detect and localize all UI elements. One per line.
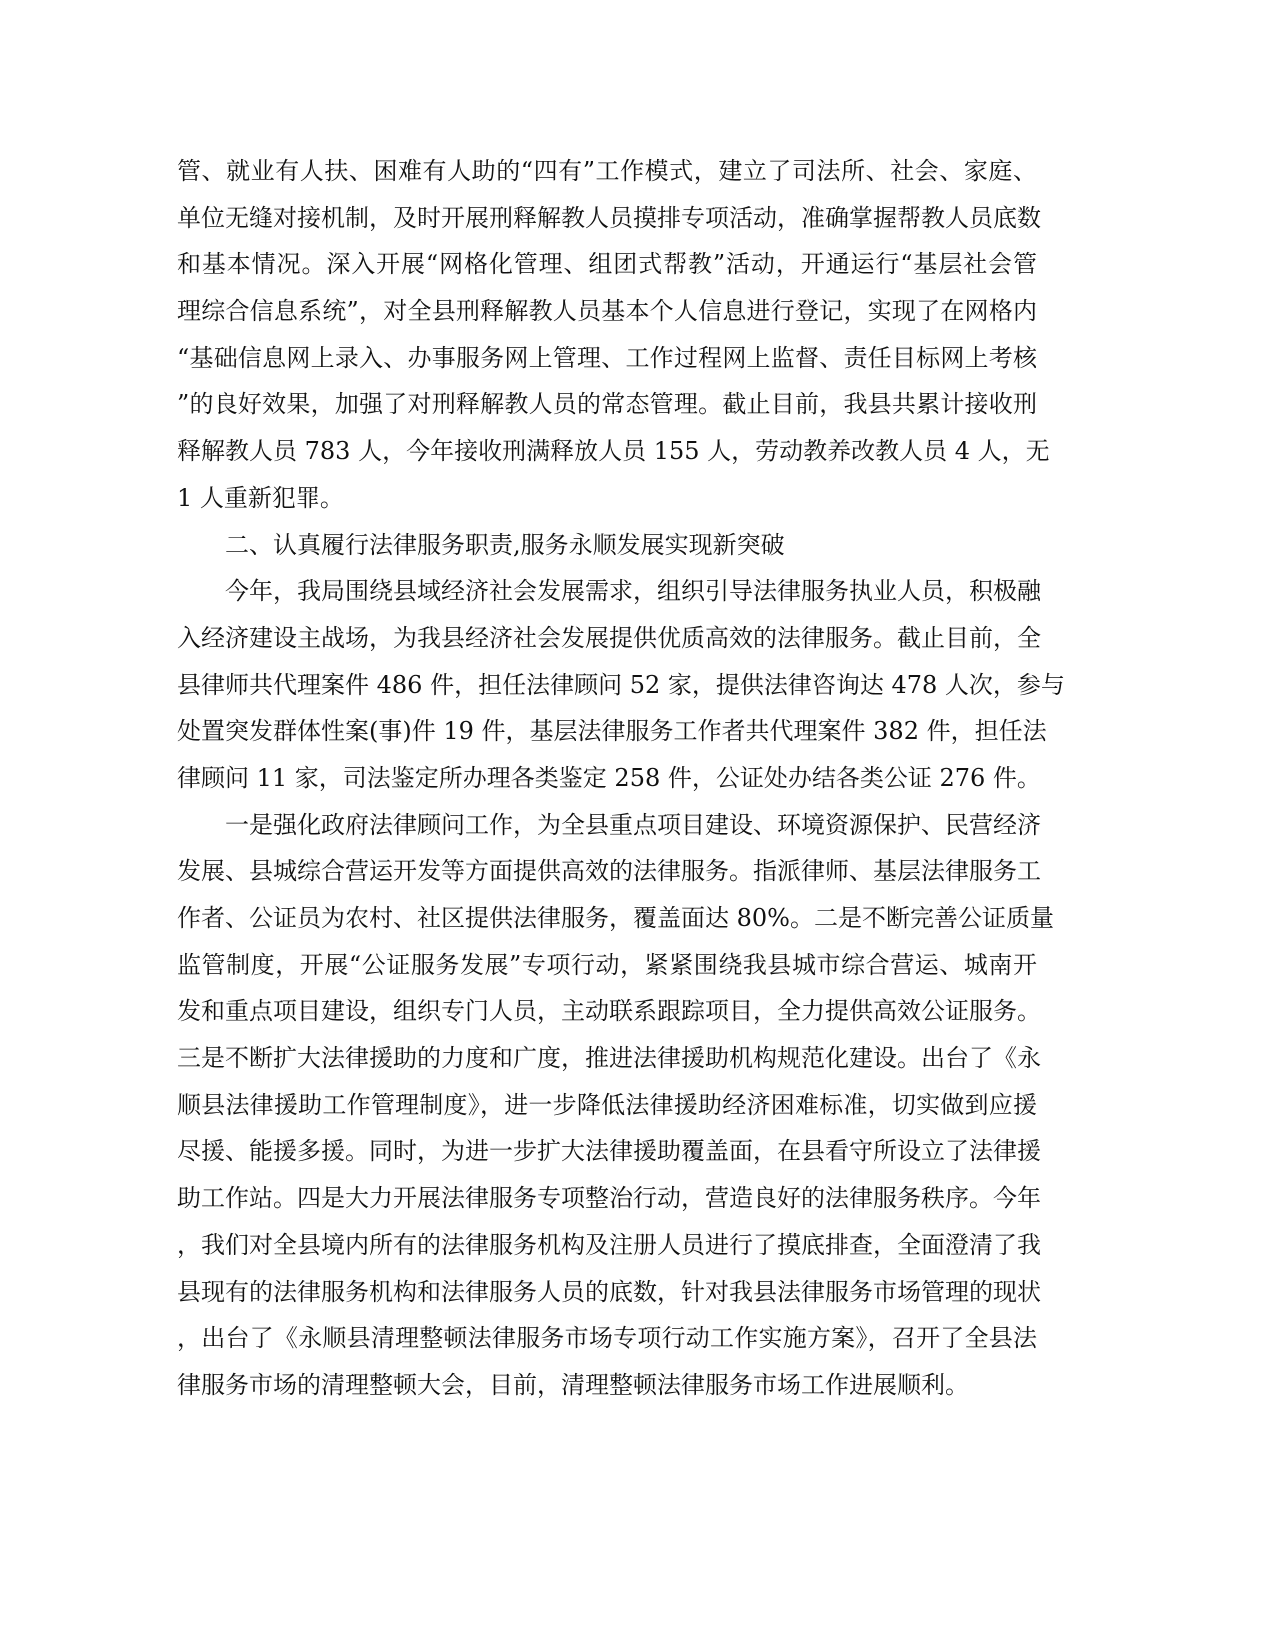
text-line: 律顾问 11 家，司法鉴定所办理各类鉴定 258 件，公证处办结各类公证 276 件。 (177, 763, 1041, 792)
text-line: 入经济建设主战场，为我县经济社会发展提供优质高效的法律服务。截止目前，全 (177, 623, 1041, 652)
text-line: 发展、县城综合营运开发等方面提供高效的法律服务。指派律师、基层法律服务工 (177, 857, 1041, 886)
text-line: ”的良好效果，加强了对刑释解教人员的常态管理。截止目前，我县共累计接收刑 (177, 390, 1037, 419)
document-body (177, 148, 1065, 1409)
text-line: ，出台了《永顺县清理整顿法律服务市场专项行动工作实施方案》，召开了全县法 (177, 1324, 1037, 1353)
text-line: 管、就业有人扶、困难有人助的“四有”工作模式，建立了司法所、社会、家庭、 (177, 157, 1037, 185)
text-line: 县律师共代理案件 486 件，担任法律顾问 52 家，提供法律咨询达 478 人次，参与 (177, 670, 1065, 699)
text-line: 一是强化政府法律顾问工作，为全县重点项目建设、环境资源保护、民营经济 (225, 810, 1041, 839)
text-line: 单位无缝对接机制，及时开展刑释解教人员摸排专项活动，准确掌握帮教人员底数 (177, 203, 1041, 232)
text-line: 作者、公证员为农村、社区提供法律服务，覆盖面达 80%。二是不断完善公证质量 (177, 904, 1054, 932)
text-line: ，我们对全县境内所有的法律服务机构及注册人员进行了摸底排查，全面澄清了我 (177, 1230, 1041, 1259)
section-heading: 二、认真履行法律服务职责,服务永顺发展实现新突破 (225, 530, 785, 559)
text-line: “基础信息网上录入、办事服务网上管理、工作过程网上监督、责任目标网上考核 (177, 343, 1037, 372)
text-line: 今年，我局围绕县域经济社会发展需求，组织引导法律服务执业人员，积极融 (225, 577, 1041, 606)
text-line: 县现有的法律服务机构和法律服务人员的底数，针对我县法律服务市场管理的现状 (177, 1277, 1041, 1306)
text-line: 1 人重新犯罪。 (177, 483, 344, 512)
text-line: 理综合信息系统”，对全县刑释解教人员基本个人信息进行登记，实现了在网格内 (177, 297, 1037, 326)
text-line: 顺县法律援助工作管理制度》，进一步降低法律援助经济困难标准，切实做到应援 (177, 1090, 1037, 1119)
text-line: 律服务市场的清理整顿大会，目前，清理整顿法律服务市场工作进展顺利。 (177, 1370, 969, 1399)
text-line: 发和重点项目建设，组织专门人员，主动联系跟踪项目，全力提供高效公证服务。 (177, 997, 1041, 1026)
text-line: 尽援、能援多援。同时，为进一步扩大法律援助覆盖面，在县看守所设立了法律援 (177, 1137, 1041, 1166)
text-line: 处置突发群体性案(事)件 19 件，基层法律服务工作者共代理案件 382 件，担任法 (177, 717, 1047, 746)
text-line: 和基本情况。深入开展“网格化管理、组团式帮教”活动，开通运行“基层社会管 (177, 250, 1037, 279)
text-line: 监管制度，开展“公证服务发展”专项行动，紧紧围绕我县城市综合营运、城南开 (177, 950, 1037, 979)
text-line: 三是不断扩大法律援助的力度和广度，推进法律援助机构规范化建设。出台了《永 (177, 1044, 1041, 1073)
text-line: 助工作站。四是大力开展法律服务专项整治行动，营造良好的法律服务秩序。今年 (177, 1184, 1041, 1213)
text-line: 释解教人员 783 人，今年接收刑满释放人员 155 人，劳动教养改教人员 4 人，无 (177, 437, 1050, 466)
